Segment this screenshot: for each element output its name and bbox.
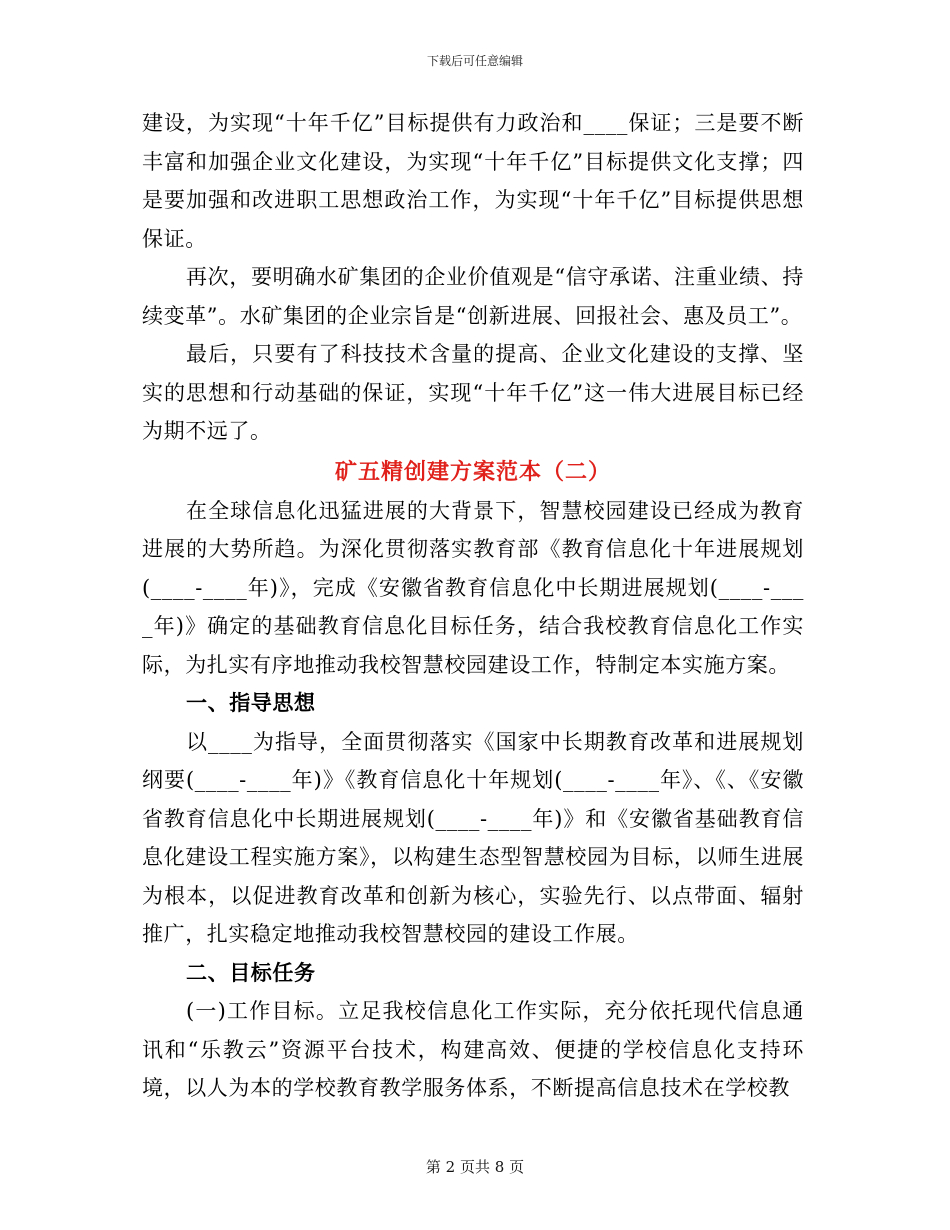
paragraph-work-goal: (一)工作目标。立足我校信息化工作实际，充分依托现代信息通讯和“乐教云”资源平台技术，构建高效、便捷的学校信息化支持环境，以人为本的学校教育教学服务体系，不断提高信息技术在学校教 [142,999,804,1100]
paragraph-continued: 建设，为实现“十年千亿”目标提供有力政治和____保证；三是要不断丰富和加强企业文化建设，为实现“十年千亿”目标提供文化支撑；四是要加强和改进职工思想政治工作，为实现“十年千亿”目标提供思想保证。 [142,111,804,251]
page-number: 第 2 页共 8 页 [425,1158,525,1176]
paragraph-intro: 在全球信息化迅猛进展的大背景下，智慧校园建设已经成为教育进展的大势所趋。为深化贯彻落实教育部《教育信息化十年进展规划(____-____年)》，完成《安徽省教育信息化中长期进展规划(____-____年)》确定的基础教育信息化目标任务，结合我校教育信息化工作实际，为扎实有序地推动我校智慧校园建设工作，特制定本实施方案。 [142,498,804,677]
paragraph-conclusion: 最后，只要有了科技技术含量的提高、企业文化建设的支撑、坚实的思想和行动基础的保证，实现“十年千亿”这一伟大进展目标已经为期不远了。 [142,342,804,443]
document-body [142,104,804,1108]
page-header-note: 下载后可任意编辑 [426,54,523,68]
section-title: 矿五精创建方案范本（二） [334,458,611,485]
heading-goals-tasks: 二、目标任务 [186,959,316,985]
heading-guiding-ideology: 一、指导思想 [186,690,316,715]
paragraph-guiding-ideology: 以____为指导，全面贯彻落实《国家中长期教育改革和进展规划纲要(____-____年)》《教育信息化十年规划(____-____年》、《、《安徽省教育信息化中长期进展规划(____-____年)》和《安徽省基础教育信息化建设工程实施方案》，以构建生态型智慧校园为目标，以师生进展为根本，以促进教育改革和创新为核心，实验先行、以点带面、辐射推广，扎实稳定地推动我校智慧校园的建设工作展。 [142,729,804,946]
paragraph-values: 再次，要明确水矿集团的企业价值观是“信守承诺、注重业绩、持续变革”。水矿集团的企业宗旨是“创新进展、回报社会、惠及员工”。 [142,265,804,328]
